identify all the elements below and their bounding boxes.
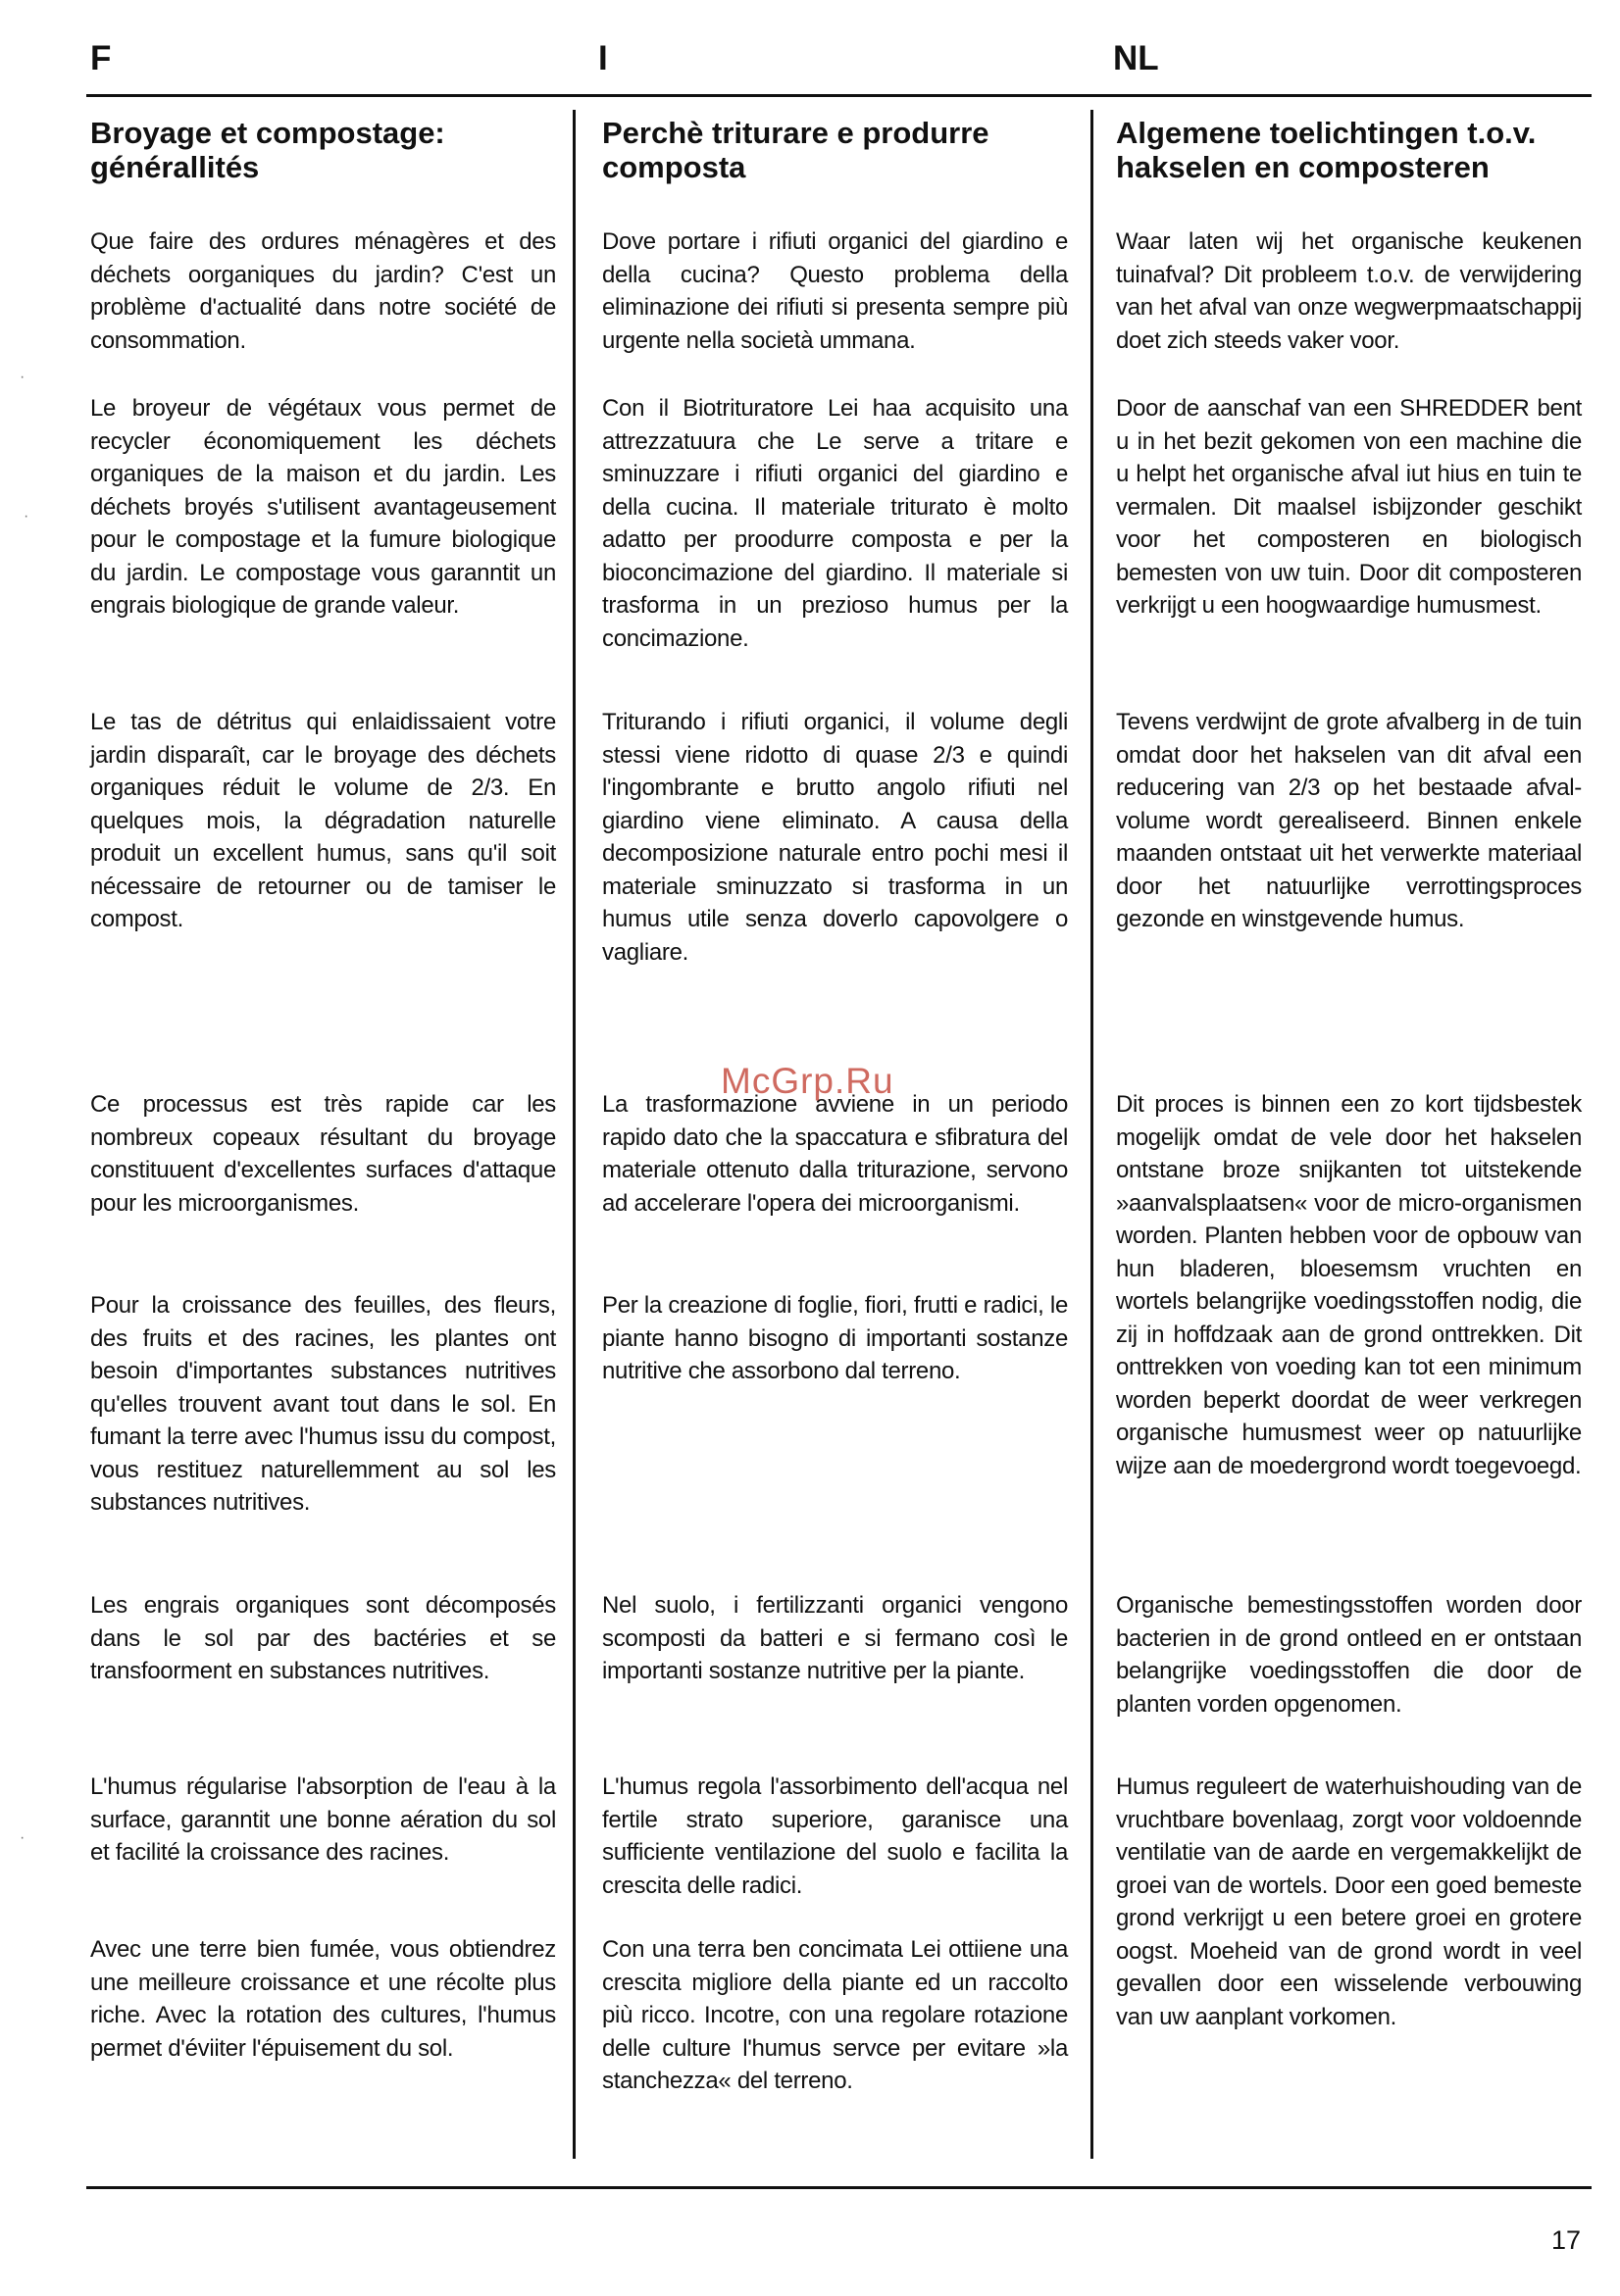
scan-speck: · <box>24 508 29 524</box>
language-label-i: I <box>598 39 608 77</box>
paragraph: Dit proces is binnen een zo kort tijdsbestek mogelijk omdat de vele door het hakselen ontstane broze snijkanten tot uitstekende »aanvalsplaatsen« voor de micro-organismen worden. Planten hebben voor de opbouw van hun bladeren, bloesemsm vruchten en wortels belangrijke voedingsstoffen nodig, die zij in hoffdzaak aan de grond onttrekken. Dit onttrekken von voeding kan tot een minimum worden beperkt doordat de weer verkregen organische humusmest weer op natuurlijke wijze aan de moedergrond wordt toegevoegd. <box>1116 1091 1582 1479</box>
scan-speck: · <box>20 369 25 385</box>
column-title-i: Perchè triturare e produrre composta <box>602 116 989 184</box>
scan-speck: · <box>20 1829 25 1846</box>
paragraph: Nel suolo, i fertilizzanti organici vengono scomposti da batteri e si fermano così le importanti sostanze nutritive per la piante. <box>602 1592 1068 1684</box>
paragraph: Le broyeur de végétaux vous permet de recycler économiquement les déchets organiques de la maison et du jardin. Les déchets broyés s'utilisent avantageusement pour le compostage et la fumure biologique du jardin. Le compostage vous garanntit un engrais biologique de grande valeur. <box>90 395 556 619</box>
paragraph: Les engrais organiques sont décomposés dans le sol par des bactéries et se transfoorment en substances nutritives. <box>90 1592 556 1684</box>
column-divider-2 <box>1090 110 1093 2159</box>
paragraph: Per la creazione di foglie, fiori, frutti e radici, le piante hanno bisogno di importanti sostanze nutritive che assorbono dal terreno. <box>602 1292 1068 1384</box>
page-number: 17 <box>1550 2225 1581 2255</box>
column-divider-1 <box>573 110 576 2159</box>
column-title-f: Broyage et compostage: générallités <box>90 116 445 184</box>
paragraph: Dove portare i rifiuti organici del giardino e della cucina? Questo problema della eliminazione dei rifiuti si presenta sempre più urgente nella società ummana. <box>602 228 1068 354</box>
paragraph: La trasformazione avviene in un periodo rapido dato che la spaccatura e sfibratura del materiale ottenuto dalla triturazione, servono ad accelerare l'opera dei microorganismi. <box>602 1091 1068 1217</box>
paragraph: Le tas de détritus qui enlaidissaient votre jardin disparaît, car le broyage des déchets organiques réduit le volume de 2/3. En quelques mois, la dégradation naturelle produit un excellent humus, sans qu'il soit nécessaire de retourner ou de tamiser le compost. <box>90 709 556 932</box>
paragraph: Pour la croissance des feuilles, des fleurs, des fruits et des racines, les plantes ont besoin d'importantes substances nutritives qu'elles trouvent avant tout dans le sol. En fumant la terre avec l'humus issu du compost, vous restituez naturellemment au sol les substances nutritives. <box>90 1292 556 1516</box>
paragraph: Triturando i rifiuti organici, il volume degli stessi viene ridotto di quase 2/3 e quindi l'ingombrante e brutto angolo rifiuti nel giardino viene eliminato. A causa della decomposizione naturale entro pochi mesi il materiale sminuzzato si trasforma in un humus utile senza doverlo capovolgere o vagliare. <box>602 709 1068 966</box>
paragraph: Que faire des ordures ménagères et des déchets oorganiques du jardin? C'est un problème d'actualité dans notre société de consommation. <box>90 228 556 354</box>
paragraph: Humus reguleert de waterhuishouding van de vruchtbare bovenlaag, zorgt voor voldoennde ventilatie van de aarde en vergemakkelijkt de groei van de wortels. Door een goed bemeste grond verkrijgt u een betere groei en grotere oogst. Moeheid van de grond wordt in veel gevallen door een wisselende verbouwing van uw aanplant vorkomen. <box>1116 1773 1582 2030</box>
top-divider <box>86 94 1592 97</box>
bottom-divider <box>86 2186 1592 2189</box>
paragraph: L'humus regola l'assorbimento dell'acqua nel fertile strato superiore, garanisce una sufficiente ventilazione del suolo e facilita la crescita delle radici. <box>602 1773 1068 1899</box>
column-dutch <box>1116 116 1582 2030</box>
paragraph: L'humus régularise l'absorption de l'eau à la surface, garanntit une bonne aération du sol et facilité la croissance des racines. <box>90 1773 556 1866</box>
paragraph: Con una terra ben concimata Lei ottiiene una crescita migliore della piante ed un raccolto più ricco. Incotre, con una regolare rotazione delle culture l'humus servce per evitare »la stanchezza« del terreno. <box>602 1936 1068 2094</box>
paragraph: Door de aanschaf van een SHREDDER bent u in het bezit gekomen von een machine die u helpt het organische afval iut hius en tuin te vermalen. Dit maalsel isbijzonder geschikt voor het composteren en biologisch bemesten von uw tuin. Door dit composteren verkrijgt u een hoogwaardige humusmest. <box>1116 395 1582 619</box>
paragraph: Con il Biotrituratore Lei haa acquisito una attrezzatuura che Le serve a tritare e sminuzzare i rifiuti organici del giardino e della cucina. Il materiale triturato è molto adatto per proodurre composta e per la bioconcimazione del giardino. Il materiale si trasforma in un prezioso humus per la concimazione. <box>602 395 1068 652</box>
paragraph: Waar laten wij het organische keukenen tuinafval? Dit probleem t.o.v. de verwijdering van het afval van onze wegwerpmaatschappij doet zich steeds vaker voor. <box>1116 228 1582 354</box>
language-label-nl: NL <box>1113 39 1159 77</box>
column-french <box>90 116 556 2062</box>
paragraph: Ce processus est très rapide car les nombreux copeaux résultant du broyage constituuent d'excellentes surfaces d'attaque pour les microorganismes. <box>90 1091 556 1217</box>
paragraph: Tevens verdwijnt de grote afvalberg in de tuin omdat door het hakselen van dit afval een reducering van 2/3 op het bestaade afval-volume wordt gerealiseerd. Binnen enkele maanden ontstaat uit het verwerkte materiaal door het natuurlijke verrottingsproces gezonde en winstgevende humus. <box>1116 709 1582 932</box>
paragraph: Avec une terre bien fumée, vous obtiendrez une meilleure croissance et une récolte plus riche. Avec la rotation des cultures, l'humus permet d'éviiter l'épuisement du sol. <box>90 1936 556 2062</box>
column-title-nl: Algemene toelichtingen t.o.v. hakselen en composteren <box>1116 116 1537 184</box>
paragraph: Organische bemestingsstoffen worden door bacterien in de grond ontleed en er ontstaan belangrijke voedingsstoffen die door de planten vorden opgenomen. <box>1116 1592 1582 1718</box>
watermark: McGrp.Ru <box>721 1061 894 1101</box>
language-label-f: F <box>90 39 112 77</box>
